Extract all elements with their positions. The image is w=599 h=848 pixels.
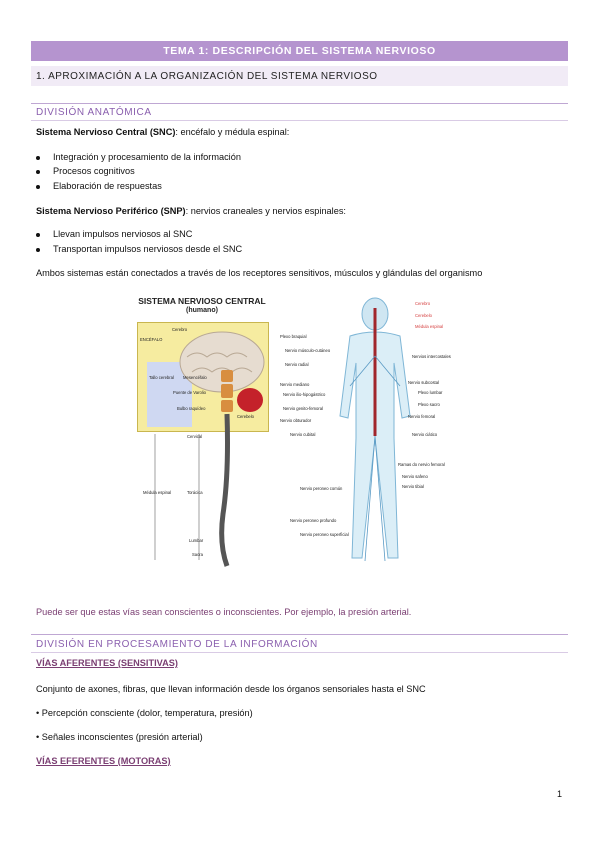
list-item: Transportan impulsos nerviosos desde el SNC bbox=[36, 244, 242, 254]
afferent-bullet: • Señales inconscientes (presión arterial) bbox=[36, 732, 203, 742]
nerve-label: Nervio subcostal bbox=[408, 380, 439, 385]
label-cerebelo-body: Cerebelo bbox=[415, 313, 432, 318]
efferent-title: VÍAS EFERENTES (MOTORAS) bbox=[36, 756, 171, 766]
label-toracica: Torácica bbox=[187, 490, 203, 495]
nerve-label: Nervio ilio-hipogástrico bbox=[283, 392, 326, 397]
note-text: Puede ser que estas vías sean conscientes o inconscientes. Por ejemplo, la presión arterial. bbox=[36, 607, 412, 617]
label-puente: Puente de Varolio bbox=[173, 390, 206, 395]
cns-figure-title: SISTEMA NERVIOSO CENTRAL bbox=[138, 296, 266, 306]
divider bbox=[31, 652, 568, 653]
section-title: 1. APROXIMACIÓN A LA ORGANIZACIÓN DEL SISTEMA NERVIOSO bbox=[31, 66, 568, 86]
nerve-label: Nervio mediano bbox=[280, 382, 310, 387]
page-title: TEMA 1: DESCRIPCIÓN DEL SISTEMA NERVIOSO bbox=[31, 41, 568, 61]
nerve-label: Nervio genito-femoral bbox=[283, 406, 324, 411]
nerve-label: Nervios intercostales bbox=[412, 354, 451, 359]
list-item: Elaboración de respuestas bbox=[36, 181, 162, 191]
nerve-label: Nervio ciático bbox=[412, 432, 438, 437]
nerve-label: Nervio safeno bbox=[402, 474, 428, 479]
nerve-label: Nervio obturador bbox=[280, 418, 312, 423]
snp-line: Sistema Nervioso Periférico (SNP): nervios craneales y nervios espinales: bbox=[36, 206, 346, 216]
afferent-title: VÍAS AFERENTES (SENSITIVAS) bbox=[36, 658, 178, 668]
nerve-label: Nervio radial bbox=[285, 362, 309, 367]
nerve-label: Nervio cubital bbox=[290, 432, 316, 437]
nerve-label: Nervio femoral bbox=[408, 414, 436, 419]
cns-drawing bbox=[137, 322, 267, 567]
list-item: Llevan impulsos nerviosos al SNC bbox=[36, 229, 192, 239]
label-cerebelo: Cerebelo bbox=[237, 414, 254, 419]
label-bulbo: Bulbo raquídeo bbox=[177, 406, 206, 411]
nerve-label: Plexo lumbar bbox=[418, 390, 443, 395]
nerve-label: Nervio peroneo común bbox=[300, 486, 343, 491]
nerve-label: Nervio tibial bbox=[402, 484, 424, 489]
label-cervical: Cervical bbox=[187, 434, 203, 439]
divider bbox=[31, 634, 568, 635]
page-number: 1 bbox=[557, 789, 563, 799]
label-cerebro: Cerebro bbox=[172, 327, 188, 332]
afferent-bullet: • Percepción consciente (dolor, temperatura, presión) bbox=[36, 708, 253, 718]
label-medula-body: Médula espinal bbox=[415, 324, 444, 329]
label-cerebro-body: Cerebro bbox=[415, 301, 431, 306]
cns-figure-subtitle: (humano) bbox=[186, 307, 218, 314]
nerve-label: Nervio peroneo profundo bbox=[290, 518, 337, 523]
heading-processing: DIVISIÓN EN PROCESAMIENTO DE LA INFORMACIÓN bbox=[36, 639, 318, 650]
divider bbox=[31, 120, 568, 121]
nerve-label: Ramas do nervio femoral bbox=[398, 462, 445, 467]
snc-line: Sistema Nervioso Central (SNC): encéfalo y médula espinal: bbox=[36, 127, 290, 137]
nerve-label: Plexo sacro bbox=[418, 402, 440, 407]
label-sacra: Sacra bbox=[192, 552, 203, 557]
peripheral-figure bbox=[280, 296, 470, 571]
nerve-label: Nervio músculo-cutáneo bbox=[285, 348, 331, 353]
divider bbox=[31, 103, 568, 104]
label-medula: Médula espinal bbox=[143, 490, 172, 495]
list-item: Integración y procesamiento de la información bbox=[36, 152, 241, 162]
label-lumbar: Lumbar bbox=[189, 538, 204, 543]
label-tallo: Tallo cerebral bbox=[149, 375, 174, 380]
body-drawing bbox=[325, 296, 425, 571]
both-systems-text: Ambos sistemas están conectados a través de los receptores sensitivos, músculos y glándulas del organismo bbox=[36, 268, 483, 278]
nerve-label: Nervio peroneo superficial bbox=[300, 532, 349, 537]
label-encefalo: ENCÉFALO bbox=[140, 337, 163, 342]
nerve-label: Plexo braquial bbox=[280, 334, 307, 339]
cns-figure bbox=[137, 296, 267, 566]
label-mesencefalo: Mesencéfalo bbox=[183, 375, 207, 380]
heading-anatomical: DIVISIÓN ANATÓMICA bbox=[36, 107, 152, 118]
list-item: Procesos cognitivos bbox=[36, 166, 135, 176]
afferent-text: Conjunto de axones, fibras, que llevan información desde los órganos sensoriales hasta el SNC bbox=[36, 684, 426, 694]
